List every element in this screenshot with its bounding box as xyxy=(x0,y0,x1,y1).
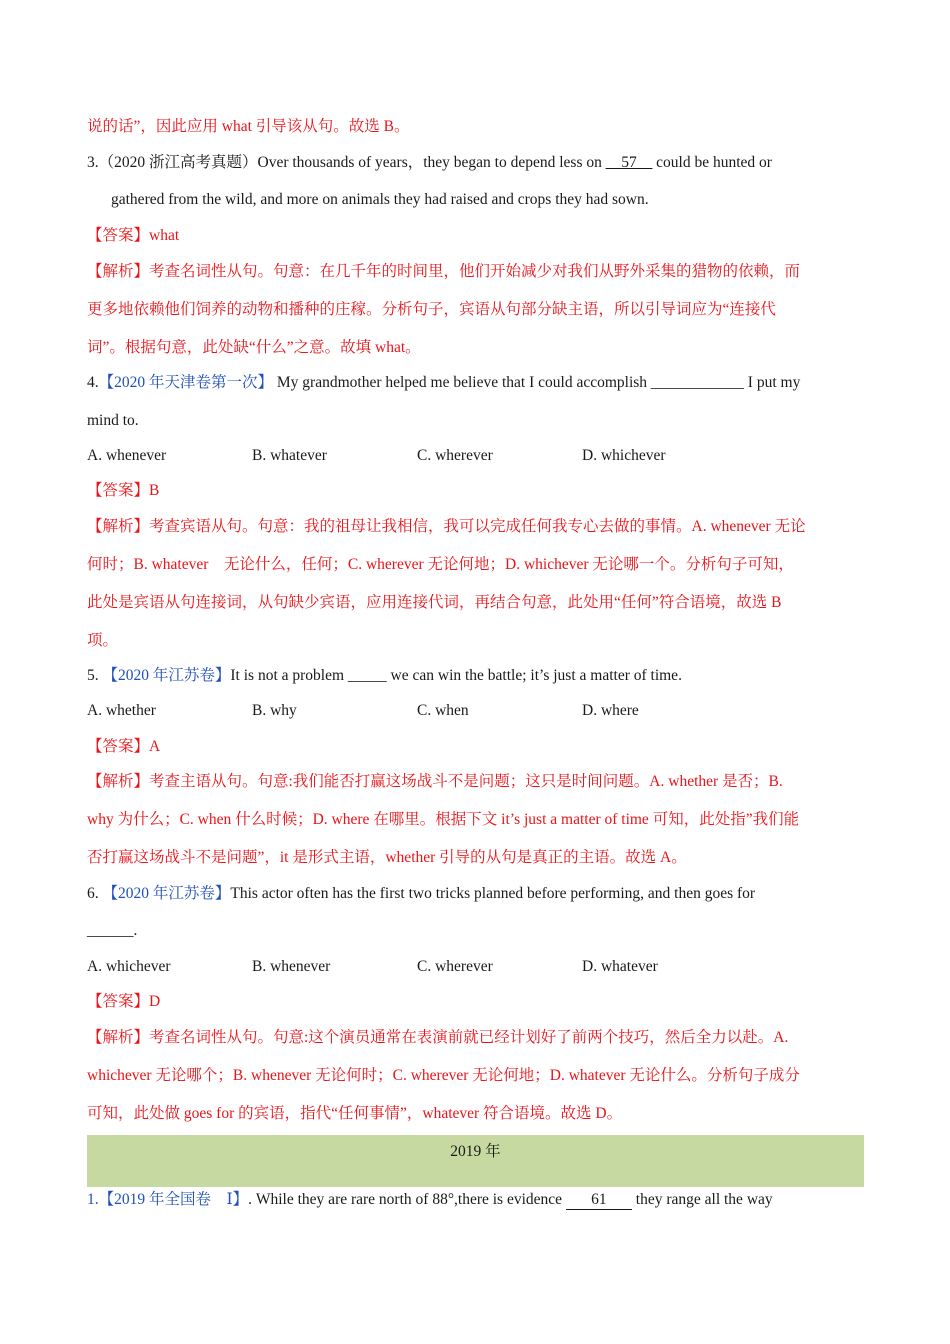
question-5-analysis-line: 否打赢这场战斗不是问题”，it 是形式主语，whether 引导的从句是真正的主语。故选 A。 xyxy=(87,849,687,866)
question-number: 4. xyxy=(87,374,99,391)
question-6-stem: 6. 【2020 年江苏卷】This actor often has the first two tricks planned before performing, and then goes for xyxy=(87,885,756,902)
question-source: 【2020 年江苏卷】 xyxy=(102,667,231,684)
option-d: D. whatever xyxy=(582,958,658,975)
option-b: B. whenever xyxy=(252,958,331,975)
question-4-stem-cont: mind to. xyxy=(87,412,139,429)
question-6-options xyxy=(87,956,863,978)
question-6-stem-cont: ______. xyxy=(87,922,138,939)
question-3-analysis-line: 词”。根据句意，此处缺“什么”之意。故填 what。 xyxy=(87,339,421,356)
question-3-analysis-line: 【解析】考查名词性从句。句意：在几千年的时间里，他们开始减少对我们从野外采集的猎物的依赖，而 xyxy=(87,263,801,280)
question-number: 6. xyxy=(87,885,103,902)
year-section-header xyxy=(87,1135,864,1187)
question-4-analysis-line: 项。 xyxy=(87,632,119,649)
question-number: 3. xyxy=(87,154,99,171)
option-d: D. where xyxy=(582,702,639,719)
previous-analysis-tail: 说的话”，因此应用 what 引导该从句。故选 B。 xyxy=(87,118,410,135)
question-3-analysis-line: 更多地依赖他们饲养的动物和播种的庄稼。分析句子，宾语从句部分缺主语，所以引导词应为“连接代 xyxy=(87,301,776,318)
question-6-analysis-line: 可知，此处做 goes for 的宾语，指代“任何事情”，whatever 符合语境。故选 D。 xyxy=(87,1105,623,1122)
question-3-answer: 【答案】what xyxy=(87,227,180,244)
question-number: 5. xyxy=(87,667,103,684)
answer-blank: __57__ xyxy=(605,154,653,171)
question-3-stem: 3.（2020 浙江高考真题）Over thousands of years，they began to depend less on __57__ could be hunted or xyxy=(87,154,772,171)
question-source: 【2020 年天津卷第一次】 xyxy=(98,374,274,391)
question-5-answer: 【答案】A xyxy=(87,738,161,755)
option-c: C. when xyxy=(417,702,469,719)
question-3-stem-cont: gathered from the wild, and more on animals they had raised and crops they had sown. xyxy=(111,191,649,208)
option-a: A. whenever xyxy=(87,447,167,464)
question-number: 1. xyxy=(87,1191,99,1208)
option-c: C. wherever xyxy=(417,958,493,975)
year-section-title: 2019 年 xyxy=(450,1143,501,1160)
question-source: 【2020 年江苏卷】 xyxy=(102,885,231,902)
question-6-answer: 【答案】D xyxy=(87,993,161,1010)
question-source: （2020 浙江高考真题） xyxy=(98,154,258,171)
question-4-options xyxy=(87,445,863,467)
question-4-analysis-line: 何时；B. whatever 无论什么，任何；C. wherever 无论何地；D. whichever 无论哪一个。分析句子可知， xyxy=(87,556,794,573)
question-2019-1-stem: 1.【2019 年全国卷 Ⅰ】. While they are rare north of 88°,there is evidence 61 they range all the way xyxy=(87,1191,773,1208)
question-source: 【2019 年全国卷 Ⅰ】 xyxy=(98,1191,249,1208)
question-5-stem: 5. 【2020 年江苏卷】It is not a problem _____ we can win the battle; it’s just a matter of time. xyxy=(87,667,682,684)
option-b: B. whatever xyxy=(252,447,327,464)
question-4-stem: 4.【2020 年天津卷第一次】 My grandmother helped me believe that I could accomplish ____________ I put my xyxy=(87,374,801,391)
answer-blank: 61 xyxy=(566,1191,632,1210)
option-a: A. whether xyxy=(87,702,156,719)
question-5-analysis-line: 【解析】考查主语从句。句意:我们能否打赢这场战斗不是问题；这只是时间问题。A. whether 是否；B. xyxy=(87,773,783,790)
question-4-answer: 【答案】B xyxy=(87,482,160,499)
option-a: A. whichever xyxy=(87,958,171,975)
question-4-analysis-line: 此处是宾语从句连接词，从句缺少宾语，应用连接代词，再结合句意，此处用“任何”符合语境，故选 B xyxy=(87,594,782,611)
option-d: D. whichever xyxy=(582,447,666,464)
question-6-analysis-line: 【解析】考查名词性从句。句意:这个演员通常在表演前就已经计划好了前两个技巧，然后全力以赴。A. xyxy=(87,1029,789,1046)
question-4-analysis-line: 【解析】考查宾语从句。句意：我的祖母让我相信，我可以完成任何我专心去做的事情。A. whenever 无论 xyxy=(87,518,806,535)
question-6-analysis-line: whichever 无论哪个；B. whenever 无论何时；C. wherever 无论何地；D. whatever 无论什么。分析句子成分 xyxy=(87,1067,800,1084)
option-c: C. wherever xyxy=(417,447,493,464)
option-b: B. why xyxy=(252,702,297,719)
question-5-options xyxy=(87,700,863,722)
question-5-analysis-line: why 为什么；C. when 什么时候；D. where 在哪里。根据下文 it’s just a matter of time 可知，此处指”我们能 xyxy=(87,811,800,828)
